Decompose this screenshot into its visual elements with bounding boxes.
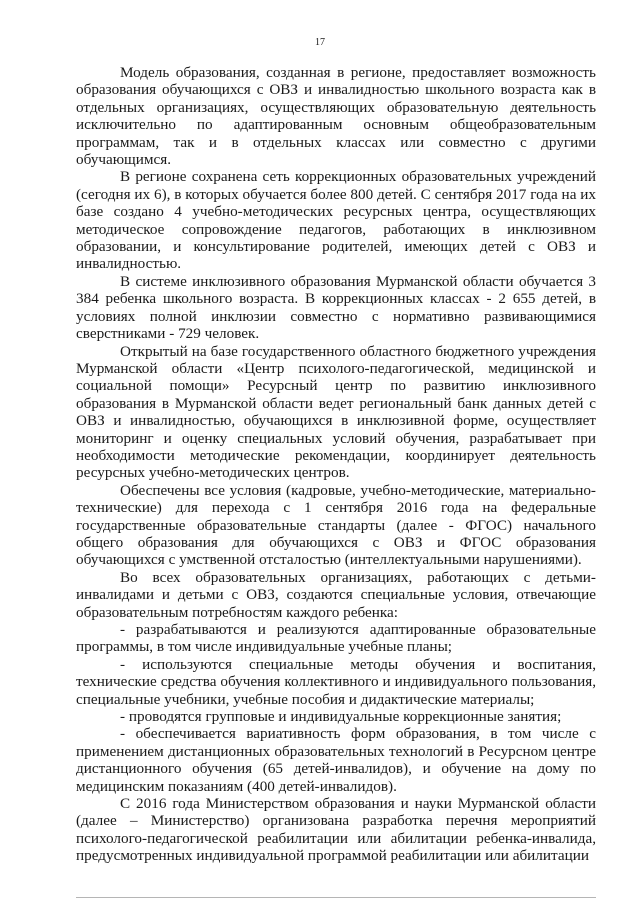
footer-divider <box>76 897 596 898</box>
paragraph-education-model: Модель образования, созданная в регионе, предоставляет возможность образования обучающихся с ОВЗ и инвалидностью школьного возраста как в отдельных организациях, осуществляющих образовательную деятельность исключительно по адаптированным основным общеобразовательным программам, так и в отдельных классах или совместно с другими обучающимся. <box>76 64 596 169</box>
paragraph-resource-center: Открытый на базе государственного областного бюджетного учреждения Мурманской области «Центр психолого-педагогической, медицинской и социальной помощи» Ресурсный центр по развитию инклюзивного образования в Мурманской области ведет региональный банк данных детей с ОВЗ и инвалидностью, обучающихся в инклюзивной форме, осуществляет мониторинг и оценку специальных условий обучения, разрабатывает при необходимости методические рекомендации, координирует деятельность ресурсных учебно-методических центров. <box>76 342 596 482</box>
document-body <box>76 64 596 865</box>
list-item-special-methods: - используются специальные методы обучения и воспитания, технические средства обучения коллективного и индивидуального пользования, специальные учебники, учебные пособия и дидактические материалы; <box>76 655 596 708</box>
paragraph-inclusive-statistics: В системе инклюзивного образования Мурманской области обучается 3 384 ребенка школьного возраста. В коррекционных классах - 2 655 детей, в условиях полной инклюзии совместно с нормативно развивающимися сверстниками - 729 человек. <box>76 272 596 343</box>
list-item-education-forms: - обеспечивается вариативность форм образования, в том числе с применением дистанционных образовательных технологий в Ресурсном центре дистанционного обучения (65 детей-инвалидов), и обучение на дому по медицинским показаниям (400 детей-инвалидов). <box>76 725 596 795</box>
paragraph-special-conditions: Во всех образовательных организациях, работающих с детьми-инвалидами и детьми с ОВЗ, создаются специальные условия, отвечающие образовательным потребностям каждого ребенка: <box>76 568 596 621</box>
paragraph-rehabilitation-measures: С 2016 года Министерством образования и науки Мурманской области (далее – Министерство) организована разработка перечня мероприятий психолого-педагогической реабилитации или абилитации ребенка-инвалида, предусмотренных индивидуальной программой реабилитации или абилитации <box>76 795 596 865</box>
list-item-correctional-classes: - проводятся групповые и индивидуальные коррекционные занятия; <box>120 708 562 726</box>
paragraph-fgos-conditions: Обеспечены все условия (кадровые, учебно-методические, материально-технические) для перехода с 1 сентября 2016 года на федеральные государственные образовательные стандарты (далее - ФГОС) начального общего образования для обучающихся с ОВЗ и ФГОС образования обучающихся с умственной отсталостью (интеллектуальными нарушениями). <box>76 481 596 569</box>
list-item-adapted-programs: - разрабатываются и реализуются адаптированные образовательные программы, в том числе индивидуальные учебные планы; <box>76 621 596 656</box>
paragraph-correctional-network: В регионе сохранена сеть коррекционных образовательных учреждений (сегодня их 6), в которых обучается более 800 детей. С сентября 2017 года на их базе создано 4 учебно-методических ресурсных центра, осуществляющих методическое сопровождение педагогов, работающих в инклюзивном образовании, и консультирование родителей, имеющих детей с ОВЗ и инвалидностью. <box>76 168 596 273</box>
page-number: 17 <box>315 37 325 48</box>
